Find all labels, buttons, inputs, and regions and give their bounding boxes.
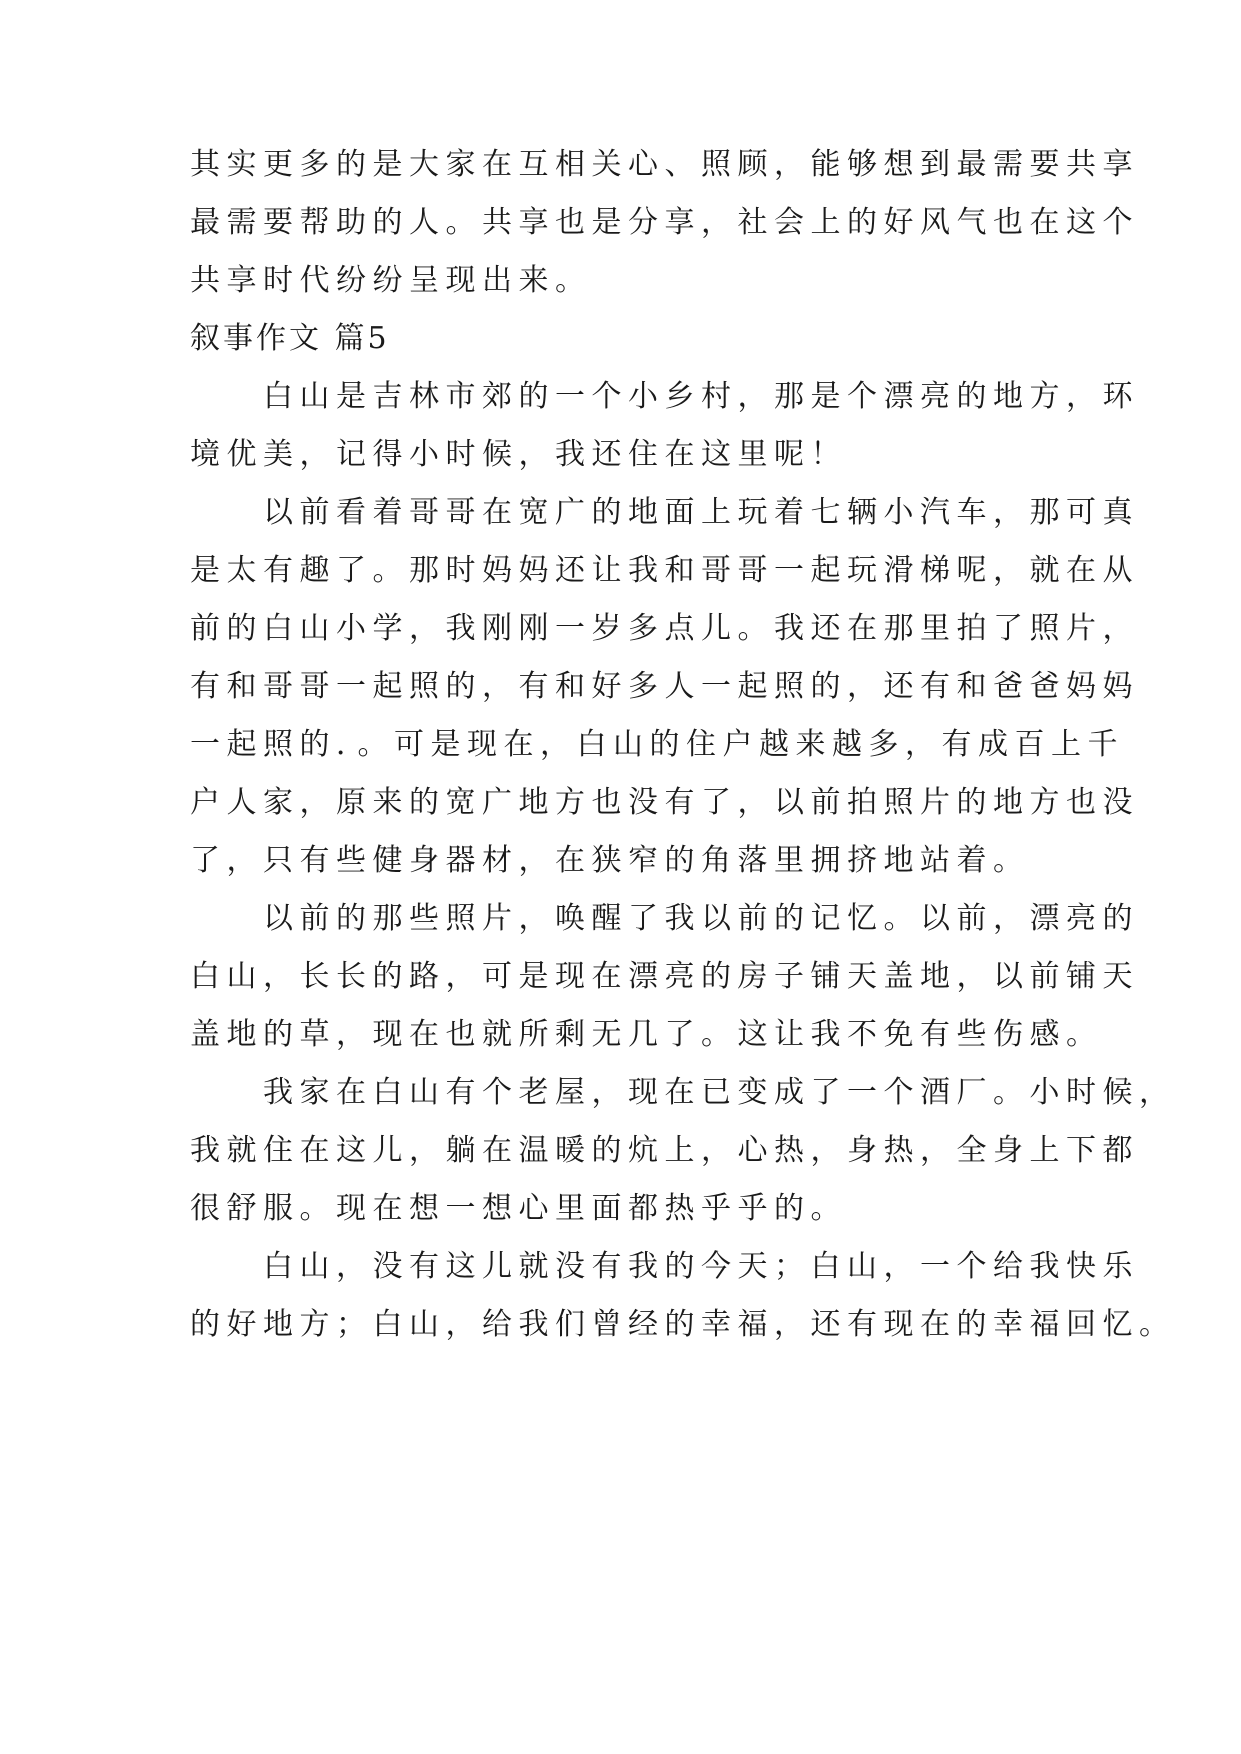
text-line: 以前的那些照片，唤醒了我以前的记忆。以前，漂亮的 [190, 901, 1139, 936]
section-heading: 叙事作文 篇5 [190, 321, 390, 356]
text-line: 一起照的．。可是现在，白山的住户越来越多，有成百上千 [190, 727, 1124, 762]
text-line: 最需要帮助的人。共享也是分享，社会上的好风气也在这个 [190, 205, 1139, 240]
text-line: 以前看着哥哥在宽广的地面上玩着七辆小汽车，那可真 [190, 495, 1139, 530]
text-line: 户人家，原来的宽广地方也没有了，以前拍照片的地方也没 [190, 785, 1139, 820]
text-line: 其实更多的是大家在互相关心、照顾，能够想到最需要共享 [190, 147, 1139, 182]
text-line: 很舒服。现在想一想心里面都热乎乎的。 [190, 1191, 847, 1226]
text-line: 白山，没有这儿就没有我的今天；白山，一个给我快乐 [190, 1249, 1139, 1284]
text-line: 是太有趣了。那时妈妈还让我和哥哥一起玩滑梯呢，就在从 [190, 553, 1139, 588]
text-line: 了，只有些健身器材，在狭窄的角落里拥挤地站着。 [190, 843, 1030, 878]
text-line: 有和哥哥一起照的，有和好多人一起照的，还有和爸爸妈妈 [190, 669, 1139, 704]
text-line: 境优美，记得小时候，我还住在这里呢！ [190, 437, 847, 472]
text-line: 白山是吉林市郊的一个小乡村，那是个漂亮的地方，环 [190, 379, 1139, 414]
text-line: 白山，长长的路，可是现在漂亮的房子铺天盖地，以前铺天 [190, 959, 1139, 994]
text-line: 的好地方；白山，给我们曾经的幸福，还有现在的幸福回忆。 [190, 1307, 1176, 1342]
text-line: 我家在白山有个老屋，现在已变成了一个酒厂。小时候， [190, 1075, 1176, 1110]
text-line: 共享时代纷纷呈现出来。 [190, 263, 592, 298]
text-line: 盖地的草，现在也就所剩无几了。这让我不免有些伤感。 [190, 1017, 1103, 1052]
text-line: 前的白山小学，我刚刚一岁多点儿。我还在那里拍了照片， [190, 611, 1139, 646]
text-line: 我就住在这儿，躺在温暖的炕上，心热，身热，全身上下都 [190, 1133, 1139, 1168]
